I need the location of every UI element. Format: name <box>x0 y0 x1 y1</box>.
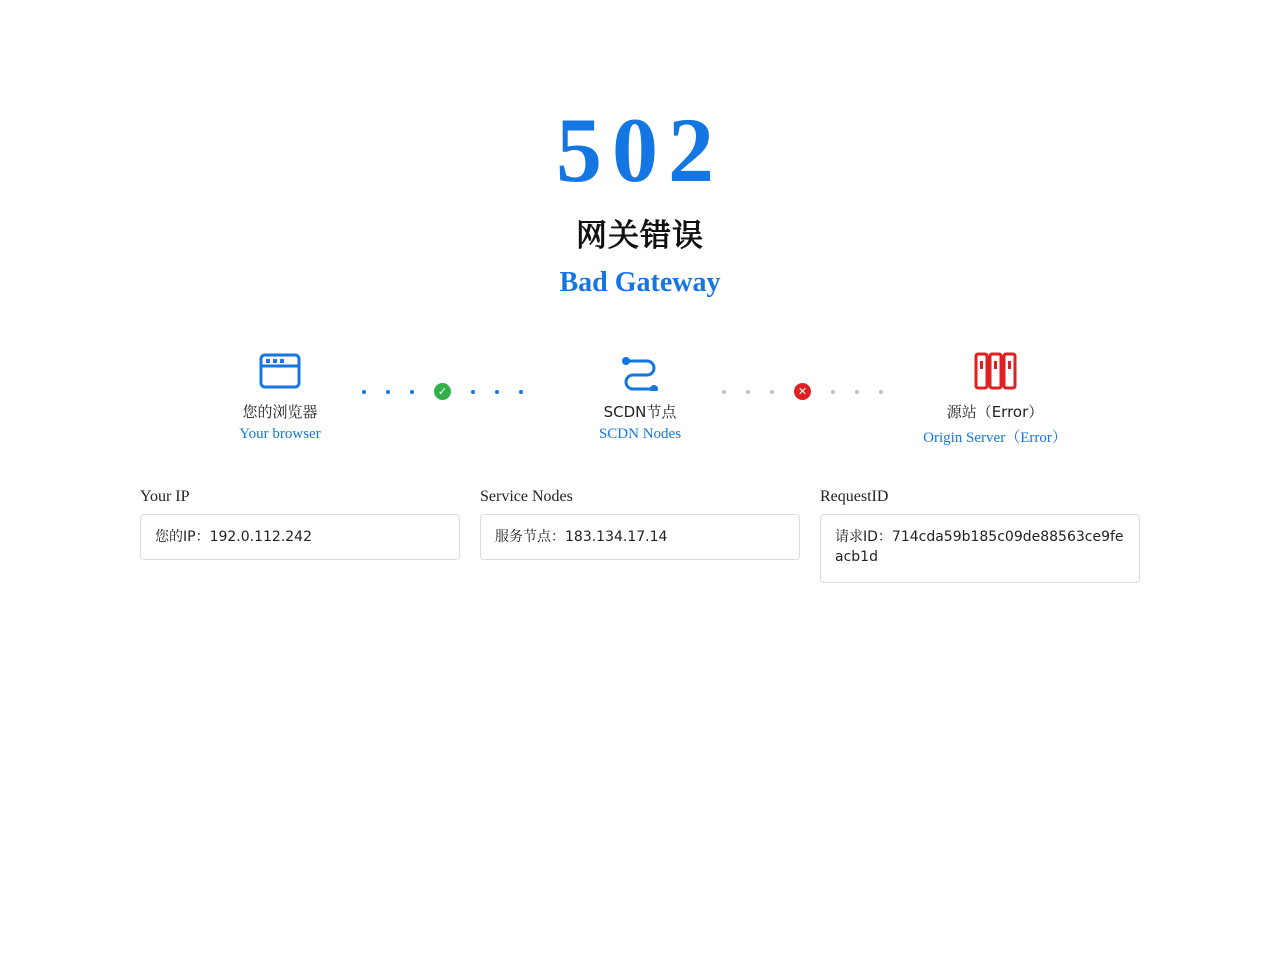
connector-dot <box>386 390 390 394</box>
origin-server-icon <box>875 347 1115 395</box>
connector-dot <box>362 390 366 394</box>
info-card-your-ip-value: 您的IP：192.0.112.242 <box>140 514 460 560</box>
flow-node-browser-label-cn: 您的浏览器 <box>242 403 318 421</box>
info-card-service-nodes <box>480 488 800 583</box>
info-card-your-ip <box>140 488 460 583</box>
request-flow-diagram <box>0 347 1280 457</box>
connector-dot <box>831 390 835 394</box>
info-card-service-nodes-title: Service Nodes <box>480 488 573 505</box>
flow-node-origin <box>875 347 1115 447</box>
info-card-service-nodes-value: 服务节点：183.134.17.14 <box>480 514 800 560</box>
flow-node-scdn-label-en: SCDN Nodes <box>598 426 682 442</box>
flow-node-scdn-label-cn: SCDN节点 <box>603 403 677 421</box>
info-card-request-id-title: RequestID <box>820 488 889 505</box>
connector-dot <box>495 390 499 394</box>
error-title-en: Bad Gateway <box>559 267 721 298</box>
connector-dot <box>770 390 774 394</box>
connector-browser-to-scdn <box>362 383 523 400</box>
status-badge-error: ✕ <box>794 383 811 400</box>
info-cards <box>140 488 1140 583</box>
connector-dot <box>746 390 750 394</box>
flow-node-browser-label-en: Your browser <box>239 426 321 442</box>
info-card-request-id-value: 请求ID：714cda59b185c09de88563ce9feacb1d <box>820 514 1140 583</box>
flow-node-origin-label-en: Origin Server（Error） <box>923 430 1067 446</box>
connector-scdn-to-origin <box>722 383 883 400</box>
info-card-request-id <box>820 488 1140 583</box>
connector-dot <box>722 390 726 394</box>
connector-dot <box>410 390 414 394</box>
error-code: 502 <box>556 99 724 201</box>
flow-node-origin-label-cn: 源站（Error） <box>946 403 1044 421</box>
status-badge-success: ✓ <box>434 383 451 400</box>
connector-dot <box>471 390 475 394</box>
info-card-your-ip-title: Your IP <box>140 488 190 505</box>
connector-dot <box>855 390 859 394</box>
error-title-cn: 网关错误 <box>576 218 704 254</box>
